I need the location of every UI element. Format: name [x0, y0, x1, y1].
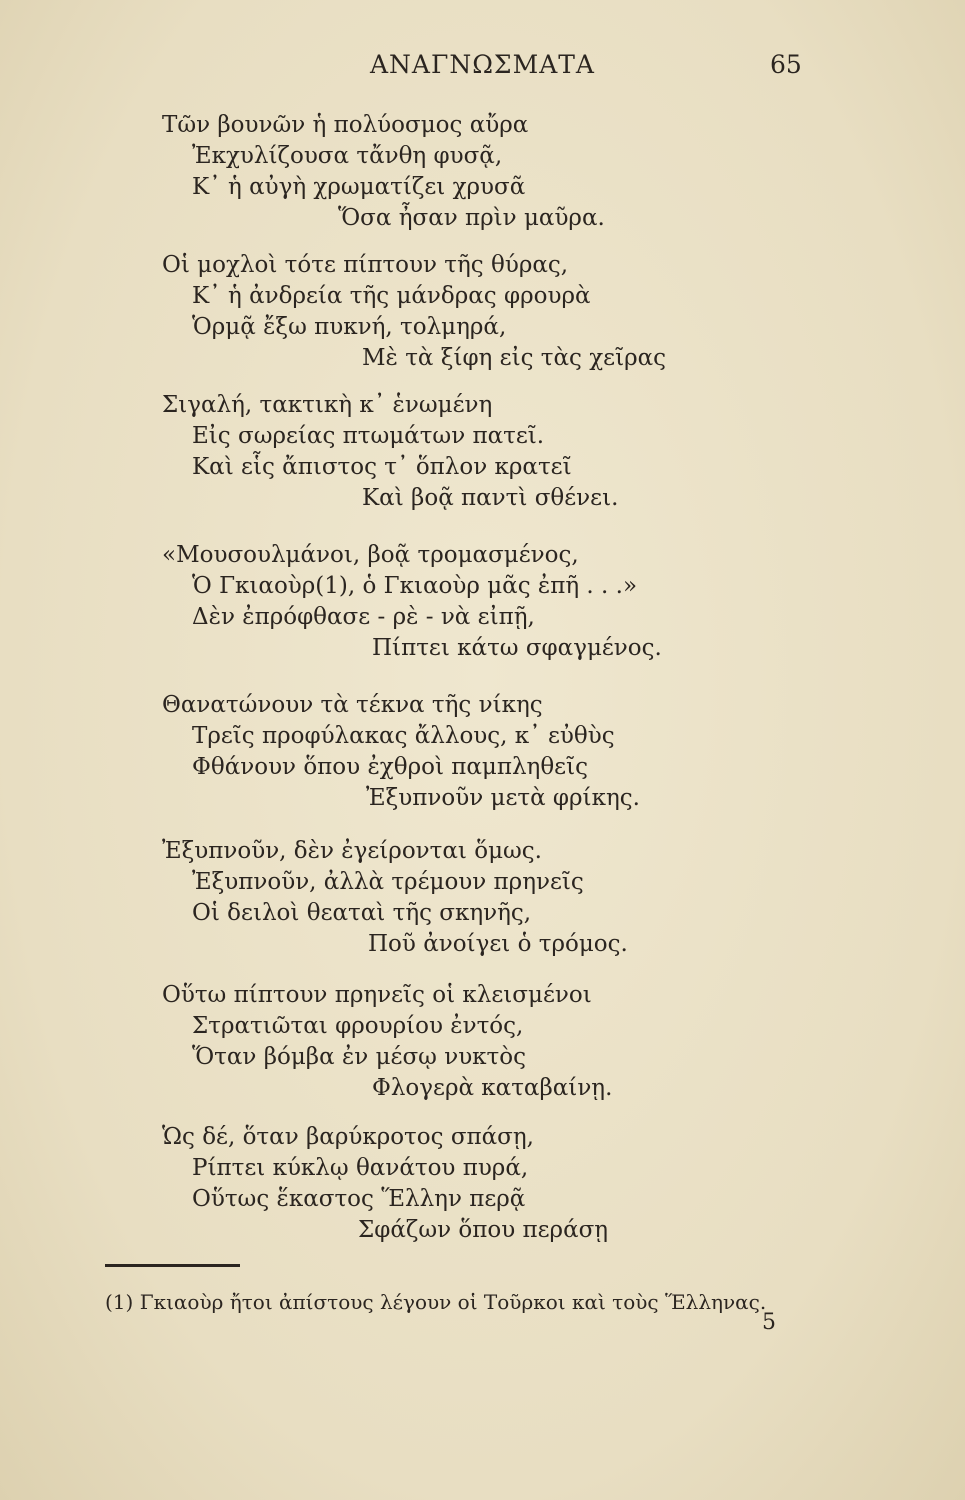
verse-line: Ἐκχυλίζουσα τἄνθη φυσᾷ,	[192, 143, 503, 169]
verse-line: Ρίπτει κύκλῳ θανάτου πυρά,	[192, 1155, 529, 1181]
verse-line: Σιγαλή, τακτικὴ κ᾽ ἑνωμένη	[162, 392, 493, 418]
verse-line: Θανατώνουν τὰ τέκνα τῆς νίκης	[162, 692, 543, 718]
verse-line: Φθάνουν ὅπου ἐχθροὶ παμπληθεῖς	[192, 754, 588, 780]
verse-line: Τρεῖς προφύλακας ἄλλους, κ᾽ εὐθὺς	[192, 723, 615, 749]
verse-line: Ὅσα ἦσαν πρὶν μαῦρα.	[338, 205, 605, 231]
verse-line: Ἐξυπνοῦν, ἀλλὰ τρέμουν πρηνεῖς	[192, 869, 584, 895]
verse-line: Πίπτει κάτω σφαγμένος.	[372, 635, 662, 661]
verse-line: Καὶ βοᾷ παντὶ σθένει.	[362, 485, 619, 511]
verse-line: Οἱ δειλοὶ θεαταὶ τῆς σκηνῆς,	[192, 900, 532, 926]
verse-line: Ὁρμᾷ ἔξω πυκνή, τολμηρά,	[192, 314, 507, 340]
footnote-rule	[105, 1264, 240, 1267]
verse-line: Μὲ τὰ ξίφη εἰς τὰς χεῖρας	[362, 345, 667, 371]
verse-line: Στρατιῶται φρουρίου ἐντός,	[192, 1013, 524, 1039]
verse-line: Οἱ μοχλοὶ τότε πίπτουν τῆς θύρας,	[162, 252, 569, 278]
verse-line: Οὕτως ἕκαστος Ἕλλην περᾷ	[192, 1186, 526, 1212]
verse-line: Φλογερὰ καταβαίνῃ.	[372, 1075, 613, 1101]
verse-line: Ἐξυπνοῦν, δὲν ἐγείρονται ὅμως.	[162, 838, 542, 864]
verse-line: Κ᾽ ἡ αὐγὴ χρωματίζει χρυσᾶ	[192, 174, 526, 200]
footnote: (1) Γκιαοὺρ ἤτοι ἀπίστους λέγουν οἱ Τοῦρκοι καὶ τοὺς Ἕλληνας.	[105, 1290, 767, 1314]
verse-line: Οὕτω πίπτουν πρηνεῖς οἱ κλεισμένοι	[162, 982, 592, 1008]
verse-line: Ποῦ ἀνοίγει ὁ τρόμος.	[368, 931, 628, 957]
verse-line: «Μουσουλμάνοι, βοᾷ τρομασμένος,	[162, 542, 579, 568]
verse-line: Σφάζων ὅπου περάσῃ	[358, 1217, 609, 1243]
verse-line: Κ᾽ ἡ ἀνδρεία τῆς μάνδρας φρουρὰ	[192, 283, 591, 309]
verse-line: Τῶν βουνῶν ἡ πολύοσμος αὔρα	[162, 112, 529, 138]
page-number: 65	[770, 50, 802, 79]
signature-mark: 5	[762, 1310, 776, 1335]
verse-line: Δὲν ἐπρόφθασε - ρὲ - νὰ εἰπῇ,	[192, 604, 535, 630]
verse-line: Ὁ Γκιαοὺρ(1), ὁ Γκιαοὺρ μᾶς ἐπῆ . . .»	[192, 573, 638, 599]
verse-line: Ὅταν βόμβα ἐν μέσῳ νυκτὸς	[192, 1044, 527, 1070]
verse-line: Εἰς σωρείας πτωμάτων πατεῖ.	[192, 423, 545, 449]
verse-line: Ὡς δέ, ὅταν βαρύκροτος σπάσῃ,	[162, 1124, 534, 1150]
running-header-title: ΑΝΑΓΝΩΣΜΑΤΑ	[370, 50, 595, 79]
verse-line: Ἐξυπνοῦν μετὰ φρίκης.	[366, 785, 640, 811]
verse-line: Καὶ εἷς ἄπιστος τ᾽ ὅπλον κρατεῖ	[192, 454, 572, 480]
